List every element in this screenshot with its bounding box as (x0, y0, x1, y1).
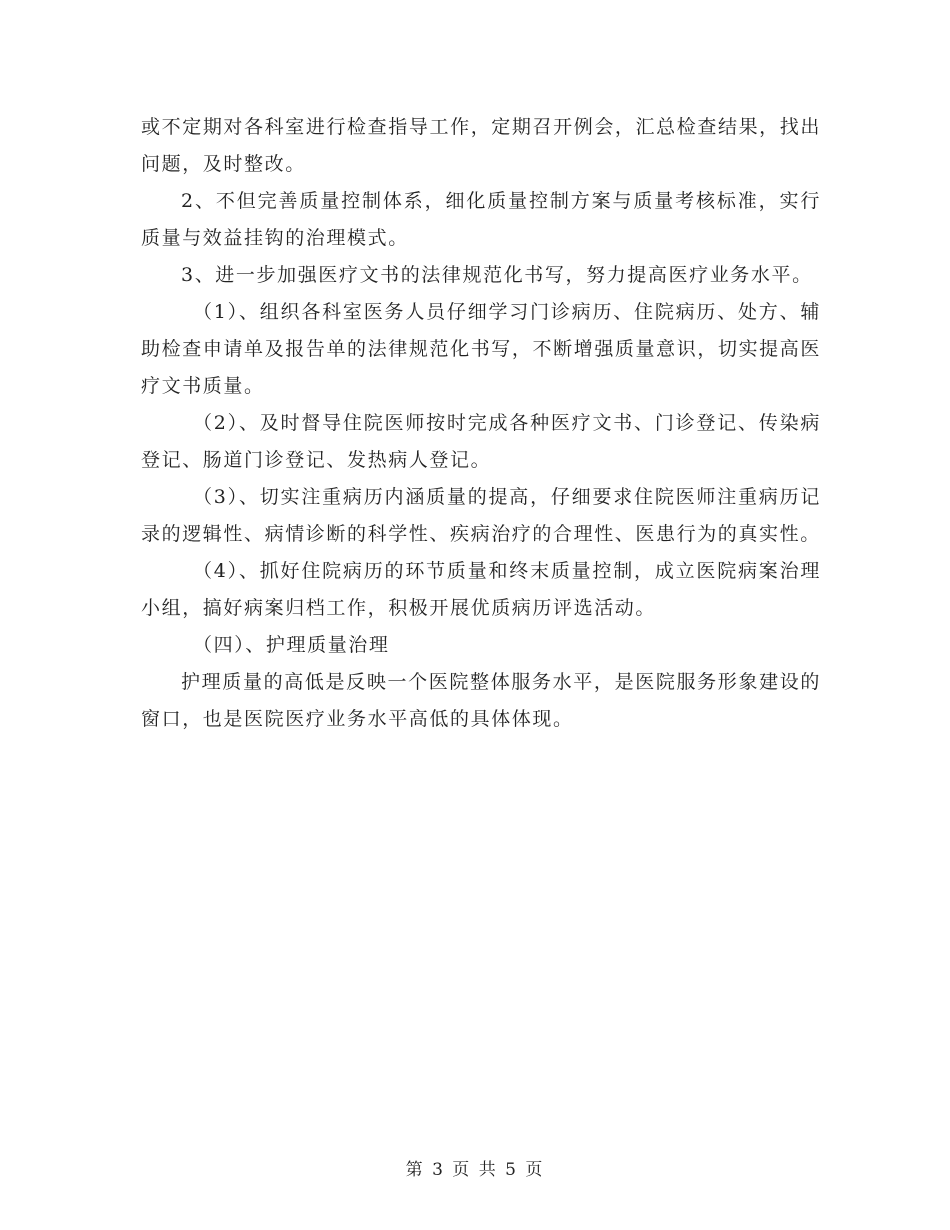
section-heading-nursing: （四）、护理质量治理 (193, 634, 390, 656)
page-number-footer: 第 3 页 共 5 页 (405, 1160, 545, 1180)
paragraph-subitem-1: （1）、组织各科室医务人员仔细学习门诊病历、住院病历、处方、辅助检查申请单及报告单的法律规范化书写，不断增强质量意识，切实提高医疗文书质量。 (141, 301, 821, 397)
paragraph-subitem-4: （4）、抓好住院病历的环节质量和终末质量控制，成立医院病案治理小组，搞好病案归档工作，积极开展优质病历评选活动。 (141, 560, 821, 619)
paragraph-item-2: 2、不但完善质量控制体系，细化质量控制方案与质量考核标准，实行质量与效益挂钩的治理模式。 (141, 190, 821, 249)
paragraph-item-3: 3、进一步加强医疗文书的法律规范化书写，努力提高医疗业务水平。 (181, 264, 813, 286)
paragraph-nursing-quality: 护理质量的高低是反映一个医院整体服务水平，是医院服务形象建设的窗口，也是医院医疗业务水平高低的具体体现。 (141, 671, 821, 730)
paragraph-continuation: 或不定期对各科室进行检查指导工作，定期召开例会，汇总检查结果，找出问题，及时整改。 (141, 116, 821, 175)
body-text (141, 109, 821, 738)
paragraph-subitem-2: （2）、及时督导住院医师按时完成各种医疗文书、门诊登记、传染病登记、肠道门诊登记、发热病人登记。 (141, 412, 821, 471)
paragraph-subitem-3: （3）、切实注重病历内涵质量的提高，仔细要求住院医师注重病历记录的逻辑性、病情诊断的科学性、疾病治疗的合理性、医患行为的真实性。 (141, 486, 821, 545)
